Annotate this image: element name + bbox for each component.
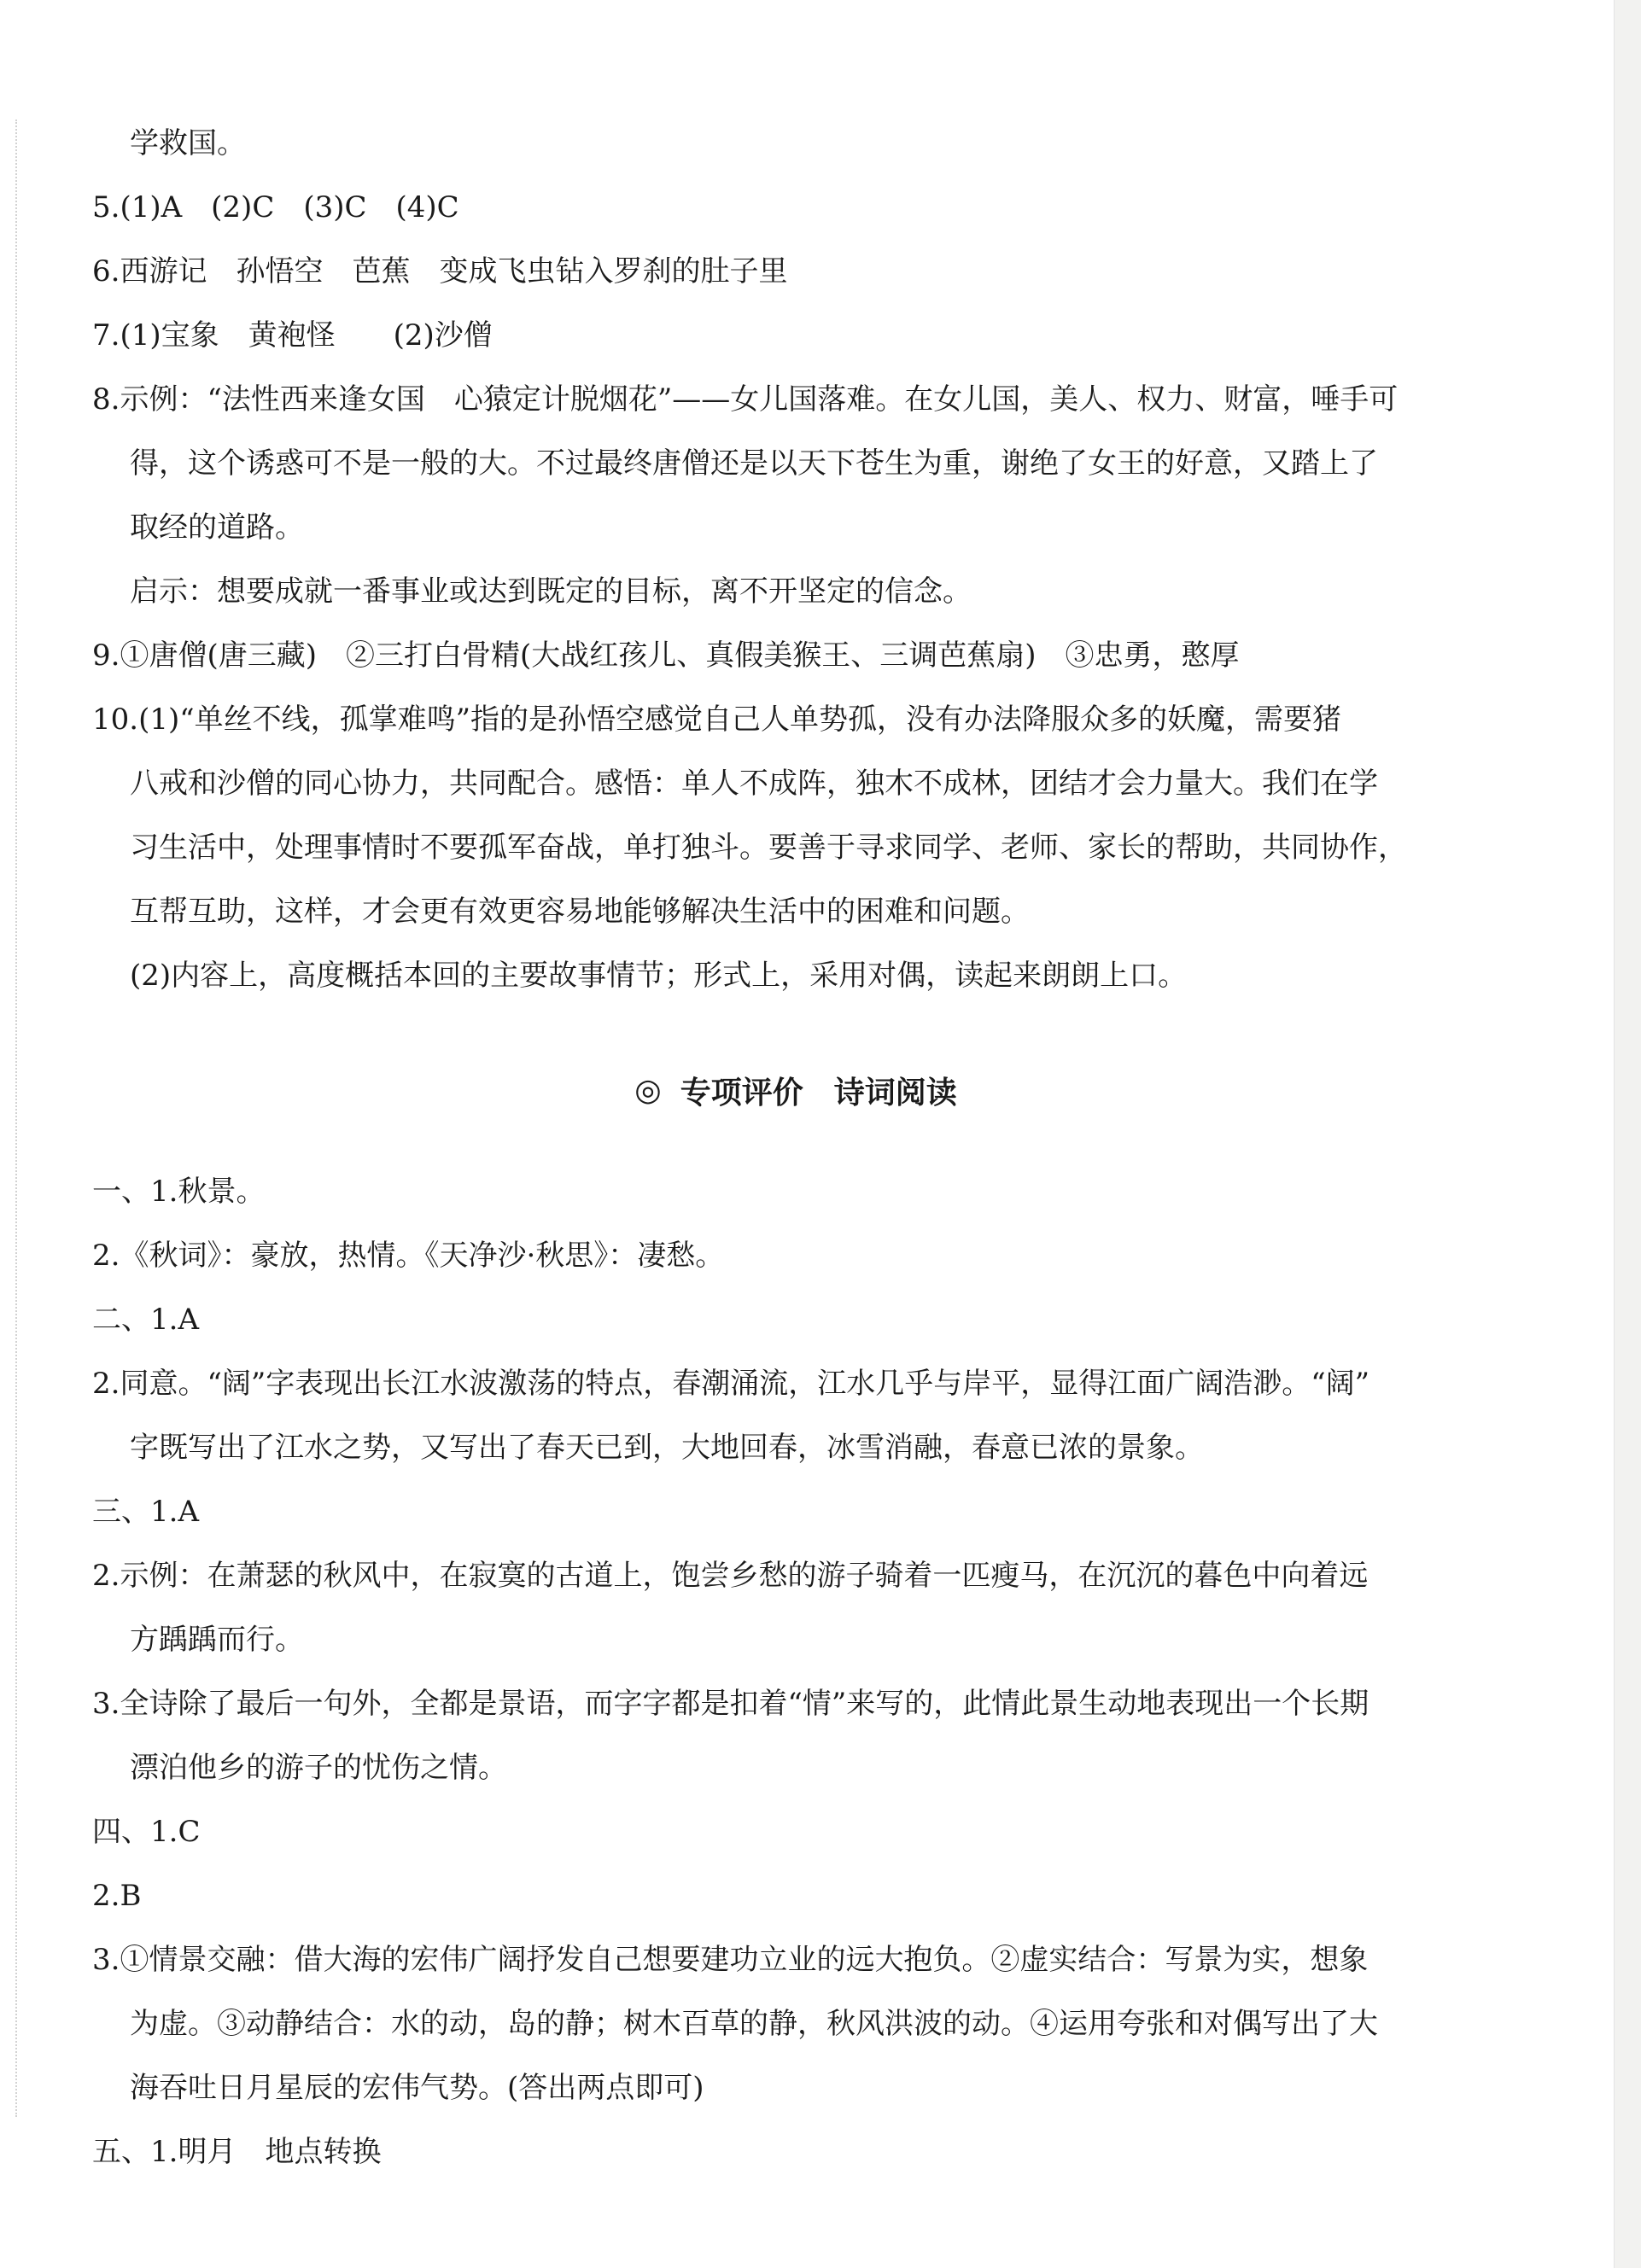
answer-line: 三、1.A [92,1495,199,1529]
answer-line: 3.①情景交融：借大海的宏伟广阔抒发自己想要建功立业的远大抱负。②虚实结合：写景为实，想象 [92,1943,1369,1977]
answer-content [92,118,1499,2190]
double-circle-icon: ◎ [634,1072,662,1108]
answer-line: 得，这个诱惑可不是一般的大。不过最终唐僧还是以天下苍生为重，谢绝了女王的好意，又踏上了 [130,446,1378,481]
answer-line: 2.B [92,1879,142,1913]
answer-line: 10.(1)“单丝不线，孤掌难鸣”指的是孙悟空感觉自己人单势孤，没有办法降服众多的妖魔，需要猪 [92,703,1341,737]
answer-line: 2.示例：在萧瑟的秋风中，在寂寞的古道上，饱尝乡愁的游子骑着一匹瘦马，在沉沉的暮色中向着远 [92,1559,1369,1593]
answer-line: 漂泊他乡的游子的忧伤之情。 [130,1751,507,1785]
answer-line: 四、1.C [92,1815,201,1849]
section-heading [92,1014,1499,1166]
answer-line: 2.同意。“阔”字表现出长江水波激荡的特点，春潮涌流，江水几乎与岸平，显得江面广阔浩渺。“阔” [92,1367,1369,1401]
answer-line: 学救国。 [130,126,246,160]
answer-line: 字既写出了江水之势，又写出了春天已到，大地回春，冰雪消融，春意已浓的景象。 [130,1431,1204,1465]
answer-line: 取经的道路。 [130,510,304,545]
answer-line: 9.①唐僧(唐三藏) ②三打白骨精(大战红孩儿、真假美猴王、三调芭蕉扇) ③忠勇，憨厚 [92,638,1240,673]
answer-line: 为虚。③动静结合：水的动，岛的静；树木百草的静，秋风洪波的动。④运用夸张和对偶写出了大 [130,2007,1378,2041]
answer-line: (2)内容上，高度概括本回的主要故事情节；形式上，采用对偶，读起来朗朗上口。 [130,959,1188,993]
answer-line: 方踽踽而行。 [130,1623,304,1657]
answer-line: 海吞吐日月星辰的宏伟气势。(答出两点即可) [130,2071,704,2105]
answer-line: 5.(1)A (2)C (3)C (4)C [92,190,459,224]
answer-line: 启示：想要成就一番事业或达到既定的目标，离不开坚定的信念。 [130,574,972,609]
answer-line: 互帮互助，这样，才会更有效更容易地能够解决生活中的困难和问题。 [130,895,1030,929]
binding-margin-line [15,120,17,2117]
answer-line: 8.示例：“法性西来逢女国 心猿定计脱烟花”——女儿国落难。在女儿国，美人、权力、财富，唾手可 [92,382,1399,417]
section-title: 专项评价 诗词阅读 [680,1075,957,1111]
answer-line: 五、1.明月 地点转换 [92,2135,382,2169]
answer-line: 二、1.A [92,1303,199,1337]
answer-line: 7.(1)宝象 黄袍怪 (2)沙僧 [92,318,493,353]
answer-line: 6.西游记 孙悟空 芭蕉 变成飞虫钻入罗刹的肚子里 [92,254,788,289]
answer-line: 八戒和沙僧的同心协力，共同配合。感悟：单人不成阵，独木不成林，团结才会力量大。我们在学 [130,767,1378,801]
answer-line: 3.全诗除了最后一句外，全都是景语，而字字都是扣着“情”来写的，此情此景生动地表现出一个长期 [92,1687,1369,1721]
answer-line: 一、1.秋景。 [92,1175,266,1209]
answer-line: 习生活中，处理事情时不要孤军奋战，单打独斗。要善于寻求同学、老师、家长的帮助，共同协作， [130,831,1407,865]
answer-line: 2.《秋词》：豪放，热情。《天净沙·秋思》：凄愁。 [92,1239,725,1273]
